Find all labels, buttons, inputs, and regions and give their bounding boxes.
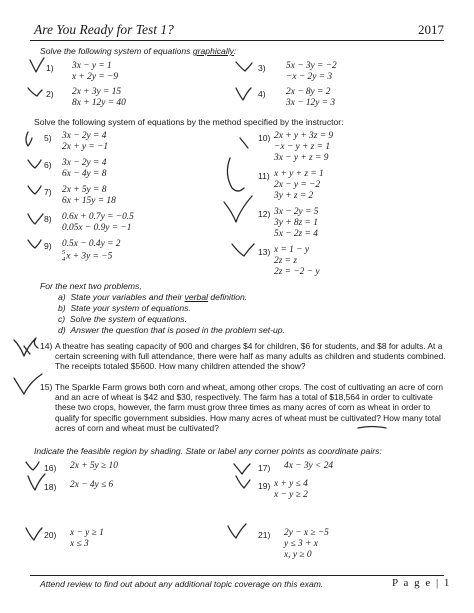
equation-line: 2z = −2 − y [274, 267, 320, 277]
section1-instruction-underlined: graphically [192, 46, 234, 56]
fraction-numerator: 5 [62, 249, 66, 256]
check-mark-icon [234, 464, 250, 474]
problem-number: 12) [258, 209, 271, 219]
problem-number: 4) [258, 89, 266, 99]
check-mark-icon [28, 186, 41, 194]
equation-line: 5x − 3y = −2 [286, 61, 337, 71]
inequality-line: x + y ≤ 4 [274, 479, 308, 489]
section3-instruction: Indicate the feasible region by shading. State or label any corner points as coordinate pairs: [34, 446, 382, 456]
item-text: definition. [208, 292, 248, 302]
equation-line: 3y + 8z = 1 [274, 218, 318, 228]
inequality-line: x − y ≥ 1 [70, 528, 104, 538]
inequality-line: x, y ≥ 0 [284, 550, 312, 560]
item-text-underlined: verbal [184, 292, 209, 302]
problem-number: 16) [44, 463, 57, 473]
footer-divider [30, 575, 444, 576]
inequality-line: x ≤ 3 [70, 539, 89, 549]
section2-instruction: Solve the following system of equations by the method specified by the instructor: [34, 117, 344, 127]
equation-line: 3x − y + z = 9 [274, 153, 329, 163]
problem-number: 7) [44, 187, 52, 197]
item-text: State your system of equations. [70, 303, 191, 313]
problem-number: 9) [44, 241, 52, 251]
problem-number: 18) [44, 482, 57, 492]
equation-line: 2x + y = −1 [62, 142, 109, 152]
problem-number: 20) [44, 530, 57, 540]
check-mark-icon [28, 88, 42, 96]
problems-intro-lead: For the next two problems, [40, 281, 142, 291]
inequality-line: y ≤ 3 + x [284, 539, 318, 549]
check-mark-icon [28, 240, 41, 248]
check-mark-icon [14, 338, 38, 356]
inequality-line: 2x − 4y ≤ 6 [70, 480, 114, 490]
problem-number: 2) [46, 89, 54, 99]
problem-number: 13) [258, 247, 271, 257]
problem-number: 8) [44, 214, 52, 224]
page-title: Are You Ready for Test 1? [34, 22, 174, 37]
check-mark-icon [228, 524, 246, 538]
inequality-line: 2y − x ≥ −5 [284, 528, 329, 538]
check-mark-icon [28, 214, 43, 224]
equation-line: 0.6x + 0.7y = −0.5 [62, 212, 134, 222]
item-text: State your variables and their [70, 292, 185, 302]
equation-line: −x − 2y = 3 [286, 72, 333, 82]
problem-number: 3) [258, 63, 266, 73]
section1-instruction-prefix: Solve the following system of equations [40, 46, 193, 56]
check-mark-icon [224, 196, 252, 222]
check-mark-icon [26, 462, 39, 470]
equation-line: 3x − 12y = 3 [286, 98, 336, 108]
check-mark-icon [30, 58, 44, 72]
check-mark-icon [14, 374, 42, 394]
check-mark-icon [232, 244, 254, 256]
equation-line: 6x − 4y = 8 [62, 169, 107, 179]
problem-number: 6) [44, 160, 52, 170]
equation-line: 2x + 5y = 8 [62, 185, 107, 195]
item-label: d) [58, 325, 66, 335]
item-text: Answer the question that is posed in the problem set-up. [70, 325, 285, 335]
page-number: P a g e | 1 [392, 577, 451, 589]
equation-line: 0.05x − 0.9y = −1 [62, 223, 132, 233]
equation-line: x + 2y = −9 [72, 72, 119, 82]
equation-line: 2x + y + 3z = 9 [274, 131, 334, 141]
problem-number: 1) [46, 63, 54, 73]
equation-line: 2x − y = −2 [274, 180, 321, 190]
problem-number: 21) [258, 530, 271, 540]
word-problem-text: The Sparkle Farm grows both corn and wheat, among other crops. The cost of cultivating an acre of corn and an acre of wheat is $42 and $30, respectively. The farm has a total of $18,564 in order to cultivate these two crops, however, the farm must grow three times as many acres of corn as wheat in order to qualify for specific government subsidies. How many acres of wheat must be cultivated? How many total acres of corn and wheat must be cultivated? [55, 382, 444, 433]
equation-line: 8x + 12y = 40 [72, 98, 126, 108]
item-label: c) [58, 314, 66, 324]
problem-number: 10) [258, 133, 271, 143]
problem-number: 17) [258, 463, 271, 473]
equation-line: 3x − 2y = 5 [274, 207, 319, 217]
inequality-line: 4x − 3y < 24 [284, 461, 334, 471]
equation-text: x + 3y = −5 [66, 251, 113, 262]
underline-mark [358, 427, 386, 429]
check-mark-icon [26, 528, 42, 540]
equation-line: 3y + z = 2 [274, 191, 314, 201]
year-label: 2017 [418, 22, 444, 37]
inequality-line: x − y ≥ 2 [274, 490, 308, 500]
equation-line: x = 1 − y [274, 245, 310, 255]
check-mark-icon [26, 132, 32, 146]
equation-line: 6x + 15y = 18 [62, 196, 116, 206]
problem-number: 19) [258, 481, 271, 491]
equation-line: −x − y + z = 1 [274, 142, 331, 152]
equation-line: 2x + 3y = 15 [72, 87, 122, 97]
check-mark-icon [28, 160, 41, 168]
equation-line: x + y + z = 1 [274, 169, 324, 179]
equation-line: 3x − 2y = 4 [62, 158, 107, 168]
check-mark-icon [227, 158, 244, 191]
check-mark-icon [28, 474, 45, 490]
problem-number: 5) [44, 133, 52, 143]
item-label: b) [58, 303, 66, 313]
check-mark-icon [236, 88, 251, 100]
problem-number: 14) [40, 341, 53, 351]
item-label: a) [58, 292, 66, 302]
footer-note: Attend review to find out about any additional topic coverage on this exam. [40, 579, 324, 589]
inequality-line: 2x + 5y ≥ 10 [70, 461, 118, 471]
equation-line: 2x − 8y = 2 [286, 87, 331, 97]
item-text: Solve the system of equations. [69, 314, 187, 324]
check-mark-icon [240, 138, 248, 148]
problem-number: 11) [258, 171, 270, 181]
equation-line: 0.5x − 0.4y = 2 [62, 239, 121, 249]
problem-number: 15) [40, 382, 53, 392]
equation-line: 5x − 2z = 4 [274, 229, 318, 239]
equation-line: 3x − 2y = 4 [62, 131, 107, 141]
equation-line: 3x − y = 1 [72, 61, 112, 71]
word-problem-text: A theatre has seating capacity of 900 and charges $4 for children, $6 for students, and $8 for adults. At a certain screening with full attendance, there were half as many adults as children and students combined. The receipts totaled $5600. How many children attended the show? [55, 341, 446, 372]
fraction-denominator: 4 [62, 255, 66, 263]
equation-line: 2z = z [274, 256, 297, 266]
check-mark-icon [236, 62, 252, 71]
section1-instruction-suffix: : [233, 46, 237, 56]
check-mark-icon [236, 476, 250, 488]
